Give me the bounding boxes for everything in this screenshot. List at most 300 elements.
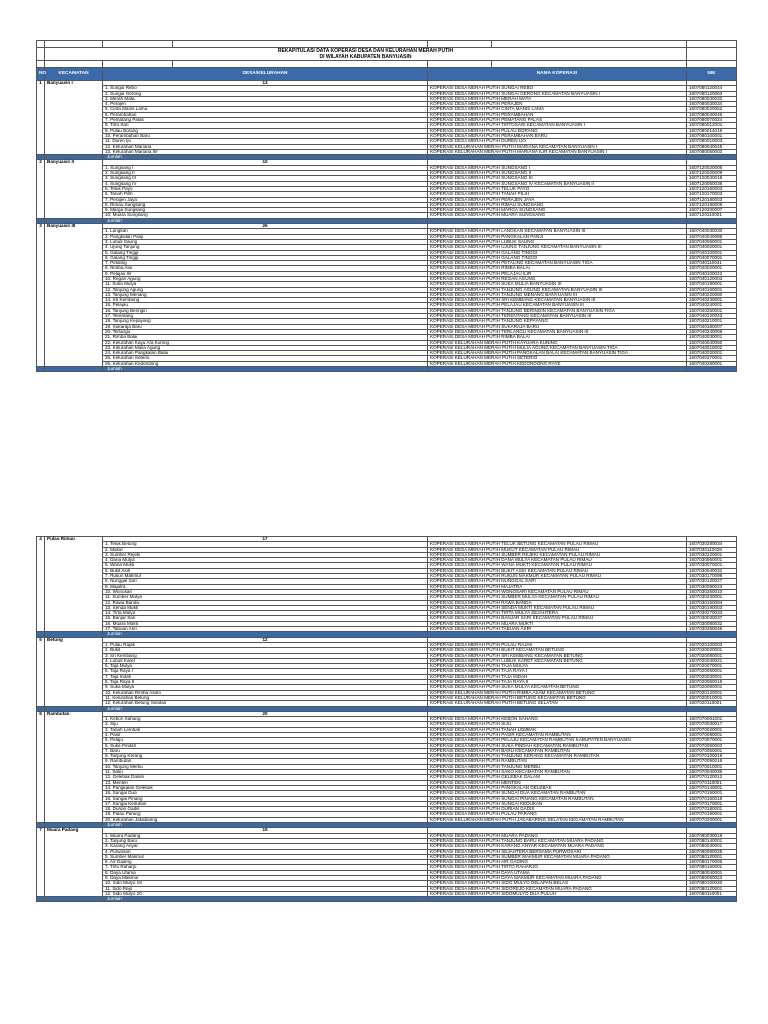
desa-name: 14. Pangkalan Gelebak: [103, 785, 428, 790]
empty-cell: [37, 897, 45, 902]
sheet-page-1: [36, 40, 736, 372]
nik-value: 1607040020001: [687, 245, 737, 250]
header-desa: DESA/KELURAHAN: [103, 68, 428, 81]
koperasi-name: KOPERASI DESA MERAH PUTIH TANAH PILIH: [428, 192, 687, 197]
koperasi-name: KOPERASI DESA MERAH PUTIH PERAJEN JAYA: [428, 197, 687, 202]
nik-value: 1607030090023: [687, 584, 737, 589]
empty-cell: [687, 897, 737, 902]
koperasi-name: KOPERASI DESA MERAH PUTIH TANJUNG BERINGIN KECAMATAN BANYUASIN TIGA: [428, 308, 687, 313]
koperasi-name: KOPERASI DESA MERAH PUTIH TANJUNG BARU KECAMATAN MUARA PADANG: [428, 838, 687, 843]
koperasi-name: KOPERASI DESA MERAH PUTIH PULAU BORANG: [428, 128, 687, 133]
koperasi-name: KOPERASI DESA MERAH PUTIH GELEBAK DALAM: [428, 775, 687, 780]
desa-name: 12. Gelebak Dalam: [103, 775, 428, 780]
desa-name: 5. Cinta Manis Lama: [103, 107, 428, 112]
desa-name: 13. Tanjung Menang: [103, 292, 428, 297]
koperasi-name: KOPERASI DESA MERAH PUTIH TIRTOSARI KECAMATAN BANYUASIN I: [428, 123, 687, 128]
desa-name: 14. Sri Kembang: [103, 298, 428, 303]
desa-count: 26: [103, 224, 428, 229]
koperasi-name: KOPERASI DESA MERAH PUTIH PASIR KECAMATAN RAMBUTAN: [428, 732, 687, 737]
desa-name: 9. Suka Mulya: [103, 685, 428, 690]
desa-name: 7. Perajen Jaya: [103, 197, 428, 202]
koperasi-name: KOPERASI DESA MERAH PUTIH BUKIT ASIH KECAMATAN PULAU RIMAU: [428, 568, 687, 573]
nik-value: 1607070140001: [687, 785, 737, 790]
desa-name: 10. Kelurahan Rimba Asam: [103, 690, 428, 695]
koperasi-name: KOPERASI DESA MERAH PUTIH TIRTO RAHARJO: [428, 865, 687, 870]
desa-name: 1. Pulau Rajak: [103, 642, 428, 647]
koperasi-name: KOPERASI DESA MERAH PUTIH DAYA UTAMA: [428, 870, 687, 875]
desa-name: 11. Sumber Mulya: [103, 595, 428, 600]
nik-value: 1607020040021: [687, 658, 737, 663]
desa-name: 13. Menten: [103, 780, 428, 785]
koperasi-name: KOPERASI DESA MERAH PUTIH REGAN AGUNG: [428, 276, 687, 281]
desa-count: 13: [103, 81, 428, 86]
desa-name: 19. Pulau Parang: [103, 812, 428, 817]
nik-value: 1607030270033: [687, 611, 737, 616]
desa-count: 10: [103, 160, 428, 165]
nik-value: 1607030030037: [687, 616, 737, 621]
desa-name: 10. Muara Sungsang: [103, 213, 428, 218]
koperasi-name: KOPERASI DESA MERAH PUTIH PEMATANG PALAS: [428, 118, 687, 123]
desa-name: 11. Kelurahan Betung: [103, 695, 428, 700]
desa-name: 5. Galang Tinggi: [103, 250, 428, 255]
nik-value: 1607040240069: [687, 329, 737, 334]
jumlah-label: Jumlah: [103, 155, 428, 160]
koperasi-name: KOPERASI DESA MERAH PUTIH PETALING KECAMATAN BANYUASIN TIGA: [428, 261, 687, 266]
jumlah-label: Jumlah: [103, 897, 428, 902]
koperasi-name: KOPERASI KELURAHAN MERAH PUTIH KEDONDONG RAYE: [428, 361, 687, 366]
koperasi-name: KOPERASI DESA MERAH PUTIH SUNGAI REBO: [428, 86, 687, 91]
koperasi-name: KOPERASI DESA MERAH PUTIH SAKO KECAMATAN RAMBUTAN: [428, 770, 687, 775]
koperasi-name: KOPERASI DESA MERAH PUTIH BARU KECAMATAN RAMBUTAN: [428, 748, 687, 753]
jumlah-label: Jumlah: [103, 632, 428, 637]
header-nik: NIK: [687, 68, 737, 81]
desa-name: 3. Sri Kembang: [103, 653, 428, 658]
nik-value: 1607070070001: [687, 738, 737, 743]
nik-value: 1607040020001: [687, 266, 737, 271]
desa-name: 8. Rimau Sungsang: [103, 202, 428, 207]
koperasi-name: KOPERASI DESA MERAH PUTIH SUNGSANG I: [428, 165, 687, 170]
koperasi-name: KOPERASI DESA MERAH PUTIH MENTEN: [428, 780, 687, 785]
desa-name: 9. Majatra: [103, 584, 428, 589]
desa-name: 1. Muara Padang: [103, 833, 428, 838]
nik-value: 1607080170006: [687, 860, 737, 865]
nik-value: 1607020120001: [687, 690, 737, 695]
desa-name: 5. Wana Mukti: [103, 563, 428, 568]
nik-value: 1607070060003: [687, 743, 737, 748]
desa-name: 3. Sungsang III: [103, 176, 428, 181]
desa-name: 4. Lubuk Karet: [103, 658, 428, 663]
desa-name: 18. Tanjung Kepayang: [103, 319, 428, 324]
nik-value: 1607070200001: [687, 817, 737, 822]
nik-value: 1607080050003: [687, 149, 737, 154]
koperasi-name: KOPERASI DESA MERAH PUTIH MUARA MUKTI: [428, 621, 687, 626]
desa-name: 26. Kelurahan Kedondong: [103, 361, 428, 366]
nik-value: 1607030120027: [687, 579, 737, 584]
desa-name: 12. Rawa Banda: [103, 600, 428, 605]
nik-value: 1607020090001: [687, 685, 737, 690]
nik-value: 1607070150001: [687, 791, 737, 796]
desa-name: 2. Mukut: [103, 547, 428, 552]
nik-value: 1607080030001: [687, 844, 737, 849]
nik-value: 1607020100003: [687, 642, 737, 647]
desa-name: 6. Bukit Asih: [103, 568, 428, 573]
nik-value: 1607070180001: [687, 807, 737, 812]
desa-name: 9. Rambutan: [103, 759, 428, 764]
nik-value: 1607030220001: [687, 552, 737, 557]
desa-name: 1. Kebon Sahang: [103, 717, 428, 722]
nik-value: 1607080014019: [687, 128, 737, 133]
kecamatan-name: Pulau Rimau: [45, 537, 103, 632]
blank-row: [37, 41, 737, 48]
nik-value: 1607070020001: [687, 727, 737, 732]
desa-name: 8. Daya Utama: [103, 870, 428, 875]
nik-value: 1607040020001: [687, 351, 737, 356]
desa-name: 2. Bukit: [103, 648, 428, 653]
koperasi-name: KOPERASI DESA MERAH PUTIH TAJA RAYA I: [428, 669, 687, 674]
nik-value: 1607040100001: [687, 250, 737, 255]
koperasi-name: KOPERASI DESA MERAH PUTIH SUKA MULYA KECAMATAN BETUNG: [428, 685, 687, 690]
desa-name: 13. Senda Mukti: [103, 605, 428, 610]
desa-name: 7. Baru: [103, 748, 428, 753]
nik-value: 1607040250001: [687, 308, 737, 313]
koperasi-name: KOPERASI DESA MERAH PUTIH MARGA SUNGSANG: [428, 208, 687, 213]
desa-name: 22. Kelurahan Kayu Ara Kuning: [103, 340, 428, 345]
desa-name: 14. Tirta Mulya: [103, 611, 428, 616]
desa-name: 2. Sungai Gerong: [103, 91, 428, 96]
header-no: NO: [37, 68, 45, 81]
koperasi-name: KOPERASI DESA MERAH PUTIH PELAJAU KECAMATAN BANYUASIN III: [428, 303, 687, 308]
desa-name: 3. Karang Anyar: [103, 844, 428, 849]
title-line-1: REKAPITULASI DATA KOPERASI DESA DAN KELURAHAN MERAH PUTIH: [277, 48, 454, 54]
nik-value: 1607080012001: [687, 123, 737, 128]
kecamatan-name: Muara Padang: [45, 828, 103, 897]
title-line-2: DI WILAYAH KABUPATEN BANYUASIN: [319, 54, 412, 60]
desa-name: 17. Tabuan Asri: [103, 627, 428, 632]
nik-value: 1607080040045: [687, 144, 737, 149]
koperasi-name: KOPERASI DESA MERAH PUTIH MUKUT KECAMATAN PULAU RIMAU: [428, 547, 687, 552]
koperasi-name: KOPERASI DESA MERAH PUTIH SUMBER MAKMUR KECAMATAN MUARA PADANG: [428, 854, 687, 859]
nik-value: 1607080120001: [687, 886, 737, 891]
nik-value: 1607080010003: [687, 139, 737, 144]
koperasi-name: KOPERASI DESA MERAH PUTIH MERAH MATA: [428, 96, 687, 101]
nik-value: 1607020110001: [687, 701, 737, 706]
koperasi-name: KOPERASI DESA MERAH PUTIH TELUK BETUNG KECAMATAN PULAU RIMAU: [428, 542, 687, 547]
nik-value: 1607080030046: [687, 112, 737, 117]
desa-name: 2. Siju: [103, 722, 428, 727]
nik-value: 1607040220043: [687, 314, 737, 319]
desa-name: 1. Sungai Rebo: [103, 86, 428, 91]
nik-value: 1607070040035: [687, 770, 737, 775]
empty-cell: [428, 367, 687, 372]
koperasi-name: KOPERASI DESA MERAH PUTIH DURIAN GADIS: [428, 807, 687, 812]
desa-name: 2. Tanjung Baru: [103, 838, 428, 843]
desa-name: 3. Tanah Lembak: [103, 727, 428, 732]
kecamatan-name: Rambutan: [45, 711, 103, 822]
koperasi-name: KOPERASI DESA MERAH PUTIH SIDOREJO KECAMATAN MUARA PADANG: [428, 886, 687, 891]
kecamatan-number: 4: [37, 537, 45, 632]
koperasi-name: KOPERASI DESA MERAH PUTIH UJUNG TANJUNG KECAMATAN BANYUASIN III: [428, 245, 687, 250]
nik-value: 1607020010001: [687, 695, 737, 700]
nik-value: 1607040230001: [687, 298, 737, 303]
kecamatan-number: 3: [37, 224, 45, 367]
koperasi-name: KOPERASI DESA MERAH PUTIH SEJAHTERA BERSAMA PURWOSARI: [428, 849, 687, 854]
desa-name: 20. Kelurahan Jakabaring: [103, 817, 428, 822]
desa-name: 1. Langkan: [103, 229, 428, 234]
nik-value: 1607120110001: [687, 213, 737, 218]
nik-value: 1607070010001: [687, 764, 737, 769]
nik-value: 1607030260010: [687, 589, 737, 594]
desa-name: 8. Tirto Sari: [103, 123, 428, 128]
nik-value: 1607020080001: [687, 653, 737, 658]
desa-name: 7. Taja Indah: [103, 674, 428, 679]
koperasi-name: KOPERASI DESA MERAH PUTIH TANJUNG MERBU: [428, 764, 687, 769]
desa-name: 10. Tanjung Merbu: [103, 764, 428, 769]
nik-value: 1607040030001: [687, 335, 737, 340]
kecamatan-number: 2: [37, 160, 45, 218]
desa-name: 18. Durian Gadis: [103, 807, 428, 812]
desa-name: 9. Pulau Borang: [103, 128, 428, 133]
jumlah-row: [37, 897, 737, 902]
koperasi-name: KOPERASI DESA MERAH PUTIH TIRTA MULYA SEJAHTERA: [428, 611, 687, 616]
koperasi-name: KOPERASI DESA MERAH PUTIH TAJA MULYA: [428, 664, 687, 669]
nik-value: 1607020020001: [687, 648, 737, 653]
desa-name: 9. Pelajau Ilir: [103, 271, 428, 276]
nik-value: 1607040210001: [687, 319, 737, 324]
desa-name: 13. Kelurahan Mariana Ilir: [103, 149, 428, 154]
nik-value: 1607030170098: [687, 574, 737, 579]
nik-value: 1607040030030: [687, 229, 737, 234]
koperasi-name: KOPERASI DESA MERAH PUTIH LUBUK SAUNG: [428, 239, 687, 244]
desa-name: 4. Purwosari: [103, 849, 428, 854]
desa-count: 17: [103, 537, 428, 542]
desa-name: 4. Sungsang IV: [103, 181, 428, 186]
nik-value: 1607080140001: [687, 838, 737, 843]
koperasi-name: KOPERASI DESA MERAH PUTIH TANJUNG AGUNG KECAMATAN BANYUASIN III: [428, 287, 687, 292]
desa-name: 15. Sungai Dua: [103, 791, 428, 796]
desa-name: 6. Perambahan: [103, 112, 428, 117]
koperasi-name: KOPERASI DESA MERAH PUTIH TERENTANG KECAMATAN BANYUASIN III: [428, 314, 687, 319]
nik-value: 1607070120012: [687, 775, 737, 780]
koperasi-name: KOPERASI DESA MERAH PUTIH SRI KEMBANG KECAMATAN BANYUASIN III: [428, 298, 687, 303]
desa-name: 25. Kelurahan Seterio: [103, 356, 428, 361]
desa-name: 17. Sungai Kedukan: [103, 801, 428, 806]
koperasi-name: KOPERASI KELURAHAN MERAH PUTIH RIMBA ASAM KECAMATAN BETUNG: [428, 690, 687, 695]
desa-name: 7. Petaling: [103, 261, 428, 266]
nik-value: 1607020050001: [687, 669, 737, 674]
desa-name: 23. Kelurahan Mulia Agung: [103, 345, 428, 350]
empty-cell: [428, 897, 687, 902]
koperasi-name: KOPERASI DESA MERAH PUTIH TANJUNG KERANG KECAMATAN RAMBUTAN: [428, 754, 687, 759]
desa-name: 24. Kelurahan Pangkalan Balai: [103, 351, 428, 356]
koperasi-name: KOPERASI DESA MERAH PUTIH DANA MULYA KECAMATAN PULAU RIMAU: [428, 558, 687, 563]
nik-value: 1607030280034: [687, 542, 737, 547]
desa-name: 21. Rimba Balai: [103, 335, 428, 340]
nik-value: 1607080070024: [687, 118, 737, 123]
desa-name: 2. Pangkalan Panji: [103, 234, 428, 239]
nik-value: 1607070110001: [687, 780, 737, 785]
nik-value: 1607080040001: [687, 870, 737, 875]
desa-name: 5. Taja Mulya: [103, 664, 428, 669]
jumlah-label: Jumlah: [103, 706, 428, 711]
koperasi-name: KOPERASI DESA MERAH PUTIH GALANG TINGGI: [428, 250, 687, 255]
kecamatan-number: 1: [37, 81, 45, 155]
recap-table-2: [36, 536, 737, 902]
koperasi-name: KOPERASI DESA MERAH PUTIH SUKARAJA BARU: [428, 324, 687, 329]
nik-value: 1607030070001: [687, 563, 737, 568]
nik-value: 1607070090016: [687, 759, 737, 764]
desa-name: 12. Kelurahan Mariana: [103, 144, 428, 149]
koperasi-name: KOPERASI DESA MERAH PUTIH TANJUNG MENANG BANYUASIN III: [428, 292, 687, 297]
koperasi-name: KOPERASI DESA MERAH PUTIH TERLANGU KECAMATAN BANYUASIN III: [428, 329, 687, 334]
nik-value: 1607040060001: [687, 239, 737, 244]
nik-value: 1607080080025: [687, 849, 737, 854]
koperasi-name: KOPERASI DESA MERAH PUTIH PERAMBAHAN: [428, 112, 687, 117]
desa-name: 10. Wonosari: [103, 589, 428, 594]
nik-value: 1607080120063: [687, 91, 737, 96]
nik-value: 1607120020009: [687, 171, 737, 176]
jumlah-row: [37, 367, 737, 372]
desa-name: 7. Rukun Makmur: [103, 574, 428, 579]
koperasi-name: KOPERASI KELURAHAN MERAH PUTIH KAYUARA KUNING: [428, 340, 687, 345]
header-kecamatan: KECAMATAN: [45, 68, 103, 81]
desa-name: 8. Taja Raya II: [103, 680, 428, 685]
nik-value: 1607020060019: [687, 680, 737, 685]
nik-value: 1607040040086: [687, 234, 737, 239]
koperasi-name: KOPERASI DESA MERAH PUTIH MAJATRA: [428, 584, 687, 589]
desa-name: 9. Marga Sungsang: [103, 208, 428, 213]
nik-value: 1607040070001: [687, 255, 737, 260]
nik-value: 1607120050038: [687, 181, 737, 186]
koperasi-name: KOPERASI DESA MERAH PUTIH TAJA INDAH: [428, 674, 687, 679]
kecamatan-name: Betung: [45, 637, 103, 706]
koperasi-name: KOPERASI DESA MERAH PUTIH SUNGSANG III: [428, 176, 687, 181]
kecamatan-number: 6: [37, 711, 45, 822]
desa-name: 12. Kelurahan Betung Selatan: [103, 701, 428, 706]
kecamatan-number: 5: [37, 637, 45, 706]
koperasi-name: KOPERASI DESA MERAH PUTIH WONOSARI KECAMATAN PULAU RIMAU: [428, 589, 687, 594]
koperasi-name: KOPERASI DESA MERAH PUTIH SRI KEMBANG KECAMATAN BETUNG: [428, 653, 687, 658]
nik-value: 1607030230001: [687, 595, 737, 600]
desa-name: 9. Daya Makmur: [103, 876, 428, 881]
kecamatan-name: Banyuasin I: [45, 81, 103, 155]
nik-value: 1607070160018: [687, 796, 737, 801]
koperasi-name: KOPERASI DESA MERAH PUTIH SUKA PINDAH KECAMATAN RAMBUTAN: [428, 743, 687, 748]
nik-value: 1607080160001: [687, 865, 737, 870]
koperasi-name: KOPERASI DESA MERAH PUTIH PULAU PARANG: [428, 812, 687, 817]
koperasi-name: KOPERASI KELURAHAN MERAH PUTIH PANGKALAN BALAI KECAMATAN BANYUASIN TIGA: [428, 351, 687, 356]
koperasi-name: KOPERASI KELURAHAN MERAH PUTIH MARIANA ILIR KECAMATAN BANYUASIN I: [428, 149, 687, 154]
desa-name: 3. Lubuk Saung: [103, 239, 428, 244]
nik-value: 1607120200007: [687, 208, 737, 213]
koperasi-name: KOPERASI KELURAHAN MERAH PUTIH SETERIO: [428, 356, 687, 361]
kecamatan-name: Banyuasin III: [45, 224, 103, 367]
koperasi-name: KOPERASI DESA MERAH PUTIH RIMAU SUNGSANG: [428, 202, 687, 207]
nik-value: 1607080030032: [687, 96, 737, 101]
blank-row: [37, 61, 737, 68]
koperasi-name: KOPERASI KELURAHAN MERAH PUTIH BETUNG SELATAN: [428, 701, 687, 706]
header-koperasi: NAMA KOPERASI: [428, 68, 687, 81]
koperasi-name: KOPERASI DESA MERAH PUTIH TELUK PAYO: [428, 186, 687, 191]
desa-name: 4. Pasir: [103, 732, 428, 737]
nik-value: 1607080100020: [687, 881, 737, 886]
desa-name: 8. Nunggal Sari: [103, 579, 428, 584]
desa-name: 4. Dana Mulya: [103, 558, 428, 563]
koperasi-name: KOPERASI DESA MERAH PUTIH RAWA BANDA: [428, 600, 687, 605]
nik-value: 1607030080032: [687, 621, 737, 626]
jumlah-label: Jumlah: [103, 823, 428, 828]
jumlah-label: Jumlah: [103, 367, 428, 372]
nik-value: 1607040180007: [687, 324, 737, 329]
koperasi-name: KOPERASI DESA MERAH PUTIH DUREN IJO: [428, 139, 687, 144]
desa-name: 7. Tirto Raharjo: [103, 865, 428, 870]
desa-name: 4. Perajen: [103, 102, 428, 107]
desa-name: 10. Regan Agung: [103, 276, 428, 281]
koperasi-name: KOPERASI DESA MERAH PUTIH TANJUNG KEPAYANG: [428, 319, 687, 324]
koperasi-name: KOPERASI DESA MERAH PUTIH SUNGSANG IV KECAMATAN BANYUASIN II: [428, 181, 687, 186]
nik-value: 1607040100022: [687, 271, 737, 276]
koperasi-name: KOPERASI DESA MERAH PUTIH SUNGSANG II: [428, 171, 687, 176]
desa-name: 5. Teluk Payo: [103, 186, 428, 191]
desa-name: 5. Pelaju: [103, 738, 428, 743]
desa-count: 20: [103, 711, 428, 716]
koperasi-name: KOPERASI DESA MERAH PUTIH KEBON SAHANG: [428, 717, 687, 722]
koperasi-name: KOPERASI DESA MERAH PUTIH MUARA PADANG: [428, 833, 687, 838]
desa-name: 3. Sumber Rejeki: [103, 552, 428, 557]
nik-value: 1607020030001: [687, 674, 737, 679]
koperasi-name: KOPERASI DESA MERAH PUTIH RIMBA BALAI: [428, 335, 687, 340]
desa-name: 11. Sido Rejo: [103, 886, 428, 891]
nik-value: 1607030190003: [687, 605, 737, 610]
nik-value: 1607120180003: [687, 197, 737, 202]
desa-name: 20. Terlangu: [103, 329, 428, 334]
empty-cell: [37, 367, 45, 372]
koperasi-name: KOPERASI DESA MERAH PUTIH PELAJU KECAMATAN RAMBUTAN KABUPATEN BANYUASIN: [428, 738, 687, 743]
koperasi-name: KOPERASI DESA MERAH PUTIH PERAJEN: [428, 102, 687, 107]
koperasi-name: KOPERASI DESA MERAH PUTIH TANAH LEMBAK: [428, 727, 687, 732]
nik-value: 1607080030034: [687, 102, 737, 107]
desa-name: 16. Muara Mukti: [103, 621, 428, 626]
desa-name: 1. Teluk Betung: [103, 542, 428, 547]
desa-name: 7. Pematang Palas: [103, 118, 428, 123]
nik-value: 1607080100001: [687, 133, 737, 138]
kecamatan-number: 7: [37, 828, 45, 897]
desa-name: 1. Sungsang I: [103, 165, 428, 170]
desa-name: 17. Terentang: [103, 314, 428, 319]
desa-name: 15. Pelajau: [103, 303, 428, 308]
desa-name: 12. Sido Mulyo 20: [103, 891, 428, 896]
koperasi-name: KOPERASI DESA MERAH PUTIH MUARA SUNGSANG: [428, 213, 687, 218]
nik-value: 1607070030017: [687, 722, 737, 727]
nik-value: 1607070050001: [687, 748, 737, 753]
nik-value: 1607040120003: [687, 276, 737, 281]
koperasi-name: KOPERASI DESA MERAH PUTIH AIR GADING: [428, 860, 687, 865]
desa-name: 8. Tanjung Kerang: [103, 754, 428, 759]
koperasi-name: KOPERASI DESA MERAH PUTIH GALANG TINGGI: [428, 255, 687, 260]
nik-value: 1607120170003: [687, 192, 737, 197]
desa-name: 12. Tanjung Agung: [103, 287, 428, 292]
koperasi-name: KOPERASI DESA MERAH PUTIH CINTA MANIS LAMA: [428, 107, 687, 112]
empty-cell: [45, 897, 103, 902]
koperasi-name: KOPERASI DESA MERAH PUTIH SIDOMULYO DUA PULUH: [428, 891, 687, 896]
desa-name: 3. Merah Mata: [103, 96, 428, 101]
kecamatan-name: Banyuasin II: [45, 160, 103, 218]
desa-name: 11. Suka Mulya: [103, 282, 428, 287]
koperasi-name: KOPERASI KELURAHAN MERAH PUTIH MULIA AGUNG KECAMATAN BANYUASIN TIGA: [428, 345, 687, 350]
koperasi-name: KOPERASI DESA MERAH PUTIH SUNGAI GERONG KECAMATAN BANYUASIN I: [428, 91, 687, 96]
desa-count: 12: [103, 637, 428, 642]
nik-value: 1607070190001: [687, 812, 737, 817]
nik-value: 1607040110041: [687, 261, 737, 266]
